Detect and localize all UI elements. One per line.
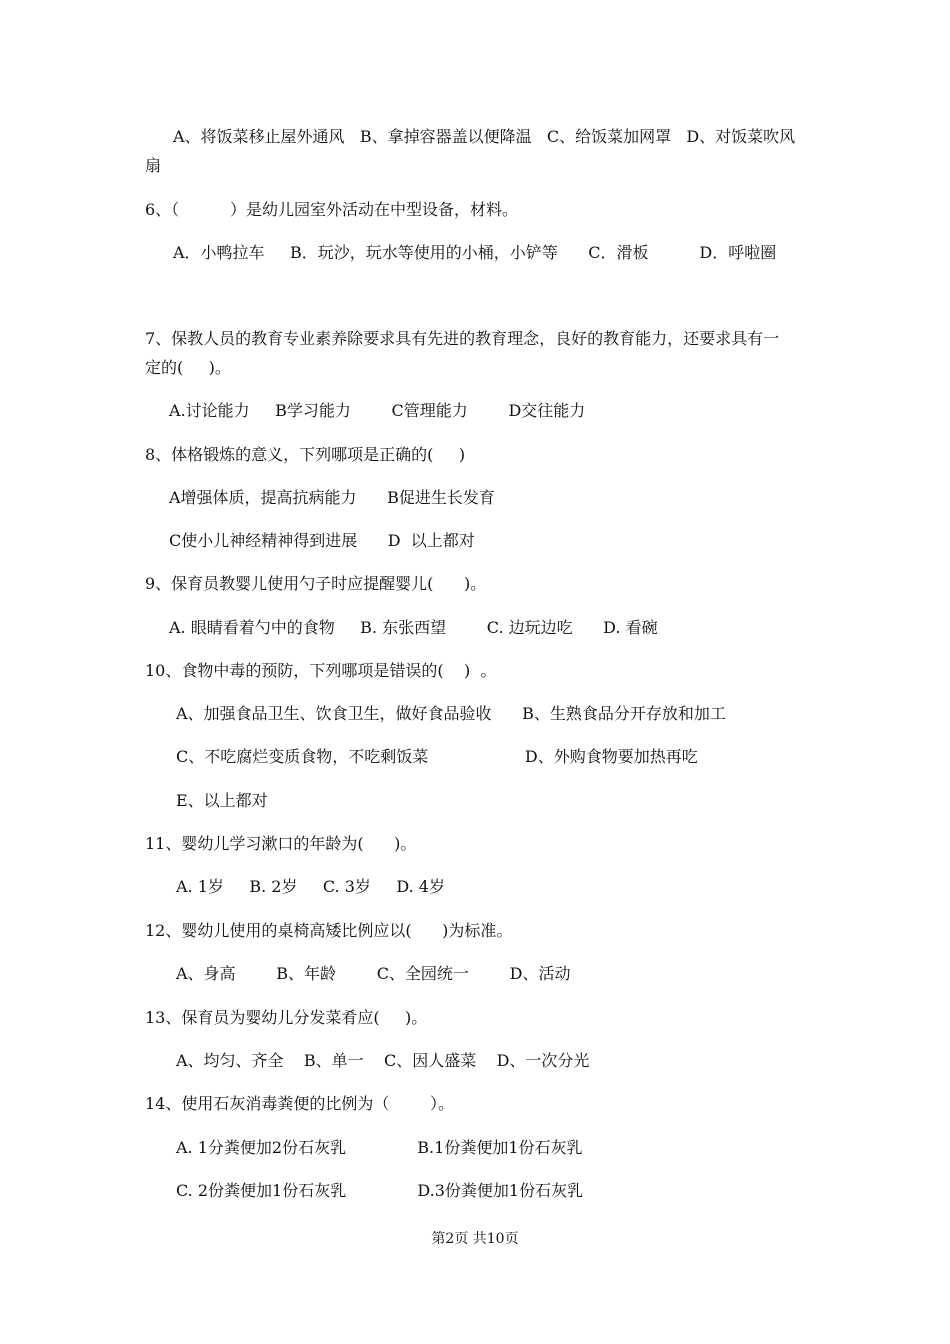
q8-options-a-b: A增强体质，提高抗病能力 B促进生长发育 <box>169 488 495 507</box>
q10-stem: 10、食物中毒的预防，下列哪项是错误的( ) 。 <box>145 661 497 680</box>
q14-options-c-d: C. 2份粪便加1份石灰乳 D.3份粪便加1份石灰乳 <box>176 1181 584 1200</box>
q10-options-c-d: C、不吃腐烂变质食物，不吃剩饭菜 D、外购食物要加热再吃 <box>176 747 698 766</box>
q10-option-e: E、以上都对 <box>176 791 268 810</box>
page-number-footer: 第2页 共10页 <box>431 1231 519 1247</box>
q6-stem: 6、（ ）是幼儿园室外活动在中型设备，材料。 <box>145 200 519 219</box>
q14-stem: 14、使用石灰消毒粪便的比例为（ ）。 <box>145 1094 455 1113</box>
q5-options: A、将饭菜移止屋外通风 B、拿掉容器盖以便降温 C、给饭菜加网罩 D、对饭菜吹风 <box>173 127 796 146</box>
q13-options: A、均匀、齐全 B、单一 C、因人盛菜 D、一次分光 <box>176 1051 590 1070</box>
q8-options-c-d: C使小儿神经精神得到进展 D 以上都对 <box>169 531 475 550</box>
q9-stem: 9、保育员教婴儿使用勺子时应提醒婴儿( )。 <box>145 574 487 593</box>
q8-stem: 8、体格锻炼的意义，下列哪项是正确的( ) <box>145 445 466 464</box>
q9-options: A. 眼睛看着勺中的食物 B. 东张西望 C. 边玩边吃 D. 看碗 <box>169 618 658 637</box>
q5-options-wrap: 扇 <box>145 156 162 175</box>
q7-stem-wrap: 定的( )。 <box>145 358 231 377</box>
q7-options: A.讨论能力 B学习能力 C管理能力 D交往能力 <box>169 401 586 420</box>
q10-options-a-b: A、加强食品卫生、饮食卫生，做好食品验收 B、生熟食品分开存放和加工 <box>176 704 726 723</box>
q7-stem: 7、保教人员的教育专业素养除要求具有先进的教育理念，良好的教育能力，还要求具有一 <box>145 329 780 348</box>
q12-options: A、身高 B、年龄 C、全园统一 D、活动 <box>176 964 571 983</box>
q12-stem: 12、婴幼儿使用的桌椅高矮比例应以( )为标准。 <box>145 921 513 940</box>
q11-options: A. 1岁 B. 2岁 C. 3岁 D. 4岁 <box>176 877 445 896</box>
q13-stem: 13、保育员为婴幼儿分发菜肴应( )。 <box>145 1008 428 1027</box>
q6-options: A．小鸭拉车 B．玩沙，玩水等使用的小桶，小铲等 C．滑板 D．呼啦圈 <box>173 243 777 262</box>
q11-stem: 11、婴幼儿学习漱口的年龄为( )。 <box>145 834 417 853</box>
q14-options-a-b: A. 1分粪便加2份石灰乳 B.1份粪便加1份石灰乳 <box>176 1138 583 1157</box>
